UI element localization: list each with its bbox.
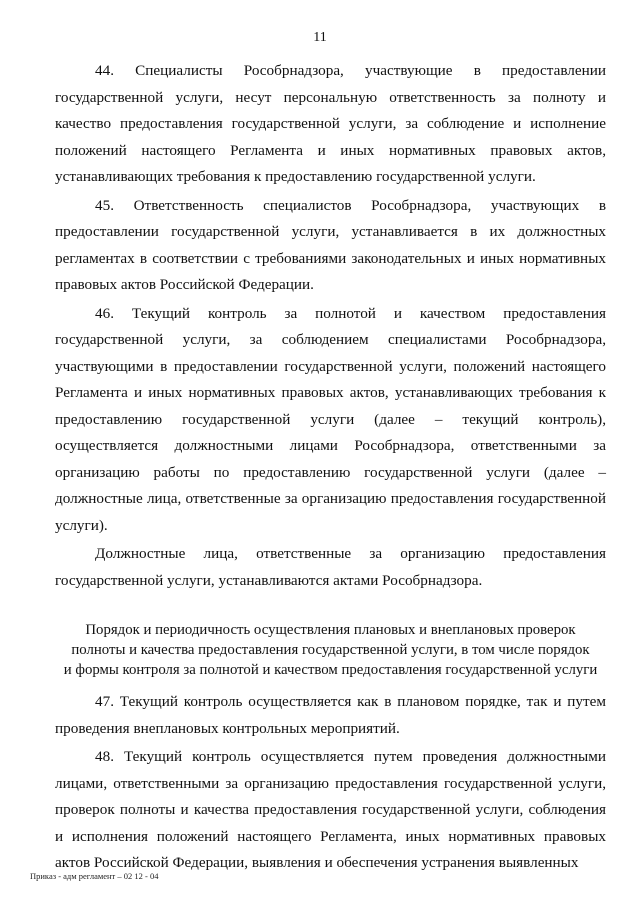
section-heading-line-2: полноты и качества предоставления государственной услуги, в том числе порядок xyxy=(71,642,590,658)
paragraph-45: 45. Ответственность специалистов Рособрнадзора, участвующих в предоставлении государственной услуги, устанавливается в их должностных регламентах в соответствии с требованиями законодательных и иных нормативных правовых актов Российской Федерации. xyxy=(55,196,606,293)
paragraph-47: 47. Текущий контроль осуществляется как в плановом порядке, так и путем проведения внеплановых контрольных мероприятий. xyxy=(55,693,606,737)
section-heading-line-3: и формы контроля за полнотой и качеством предоставления государственной услуги xyxy=(63,662,598,678)
document-body xyxy=(55,58,606,877)
page-number: 11 xyxy=(313,30,327,45)
paragraph-48: 48. Текущий контроль осуществляется путем проведения должностными лицами, ответственными за организацию предоставления государственной услуги, проверок полноты и качества предоставления государственной услуги, соблюдения и исполнения положений настоящего Регламента, иных нормативных правовых актов Российской Федерации, выявления и обеспечения устранения выявленных xyxy=(55,748,606,871)
footer-note: Приказ - адм регламент – 02 12 - 04 xyxy=(30,871,159,881)
section-heading-line-1: Порядок и периодичность осуществления плановых и внеплановых проверок xyxy=(85,622,576,638)
paragraph-officials: Должностные лица, ответственные за организацию предоставления государственной услуги, устанавливаются актами Рособрнадзора. xyxy=(55,545,606,589)
paragraph-44: 44. Специалисты Рособрнадзора, участвующие в предоставлении государственной услуги, несут персональную ответственность за полноту и качество предоставления государственной услуги, за соблюдение и исполнение положений настоящего Регламента и иных нормативных правовых актов, устанавливающих требования к предоставлению государственной услуги. xyxy=(55,62,606,185)
section-heading xyxy=(55,620,606,680)
paragraph-46: 46. Текущий контроль за полнотой и качеством предоставления государственной услуги, за соблюдением специалистами Рособрнадзора, участвующими в предоставлении государственной услуги, положений настоящего Регламента и иных нормативных правовых актов, устанавливающих требования к предоставлению государственной услуги (далее – текущий контроль), осуществляется должностными лицами Рособрнадзора, ответственными за организацию работы по предоставлению государственной услуги (далее – должностные лица, ответственные за организацию предоставления государственной услуги). xyxy=(55,304,606,534)
